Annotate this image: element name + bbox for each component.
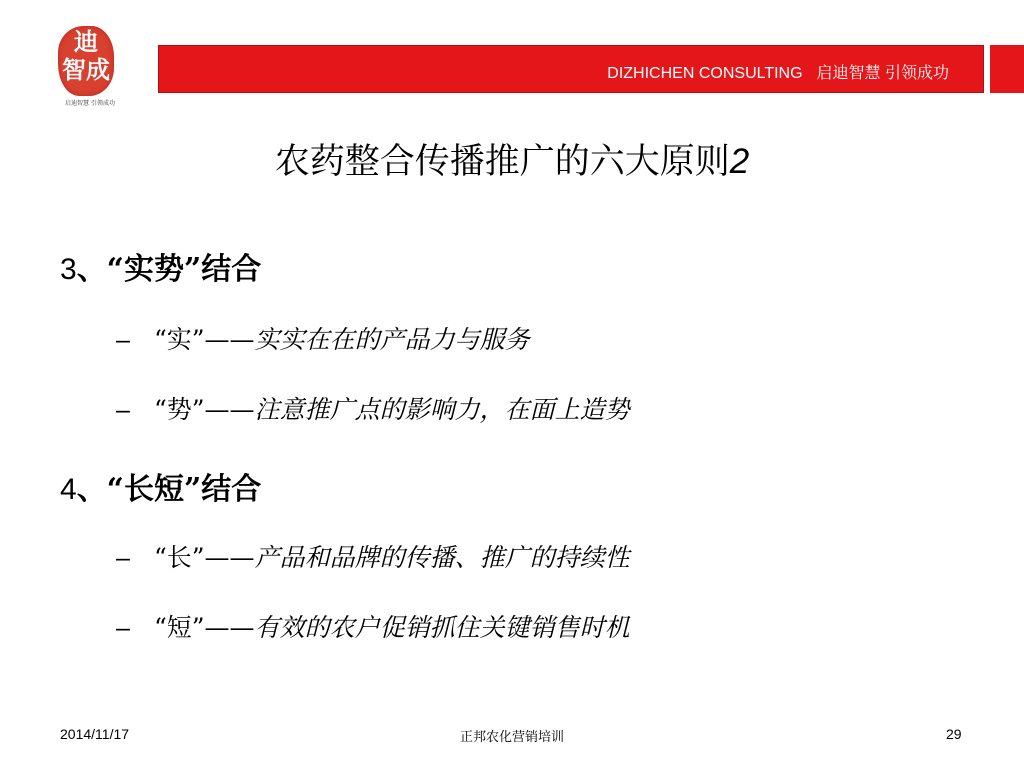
page-number: 29 bbox=[946, 726, 962, 742]
bullet-term: “势”—— bbox=[154, 395, 255, 424]
bullet-description: 有效的农户促销抓住关键销售时机 bbox=[254, 613, 630, 642]
slide-title-text: 农药整合传播推广的六大原则 bbox=[274, 142, 730, 182]
section-number: 3 bbox=[60, 253, 77, 286]
bullet-dash: – bbox=[116, 544, 130, 572]
bullet-term: “短”—— bbox=[154, 613, 255, 642]
bullet-dash: – bbox=[116, 396, 130, 424]
bullet-item bbox=[116, 320, 530, 356]
header-bar bbox=[158, 45, 984, 93]
company-logo bbox=[52, 24, 128, 110]
slide-title bbox=[0, 134, 1024, 184]
footer-date: 2014/11/17 bbox=[60, 726, 130, 742]
section-number: 4 bbox=[60, 473, 77, 506]
bullet-item bbox=[116, 608, 630, 644]
header-slogan: 启迪智慧 引领成功 bbox=[816, 65, 949, 82]
header-accent-block bbox=[990, 45, 1024, 93]
section-heading-text: 、“长短”结合 bbox=[76, 472, 262, 507]
footer-center-text: 正邦农化营销培训 bbox=[459, 730, 564, 745]
slide-title-number: 2 bbox=[729, 142, 750, 181]
seal-text bbox=[52, 28, 120, 84]
seal-line-1: 迪 bbox=[74, 27, 98, 56]
bullet-description: 产品和品牌的传播、推广的持续性 bbox=[254, 543, 630, 572]
seal-line-2: 智成 bbox=[62, 55, 110, 84]
header-company: DIZHICHEN CONSULTING bbox=[607, 65, 803, 82]
section-heading-4 bbox=[60, 464, 261, 508]
bullet-item bbox=[116, 538, 630, 574]
bullet-description: 实实在在的产品力与服务 bbox=[254, 325, 530, 354]
header-text bbox=[607, 60, 949, 83]
bullet-item bbox=[116, 390, 630, 426]
section-heading-3 bbox=[60, 244, 261, 288]
section-heading-text: 、“实势”结合 bbox=[76, 252, 262, 287]
bullet-term: “实”—— bbox=[154, 325, 255, 354]
logo-caption: 启迪智慧 引领成功 bbox=[65, 100, 115, 107]
bullet-dash: – bbox=[116, 614, 130, 642]
bullet-dash: – bbox=[116, 326, 130, 354]
bullet-description: 注意推广点的影响力，在面上造势 bbox=[254, 395, 630, 424]
bullet-term: “长”—— bbox=[154, 543, 255, 572]
